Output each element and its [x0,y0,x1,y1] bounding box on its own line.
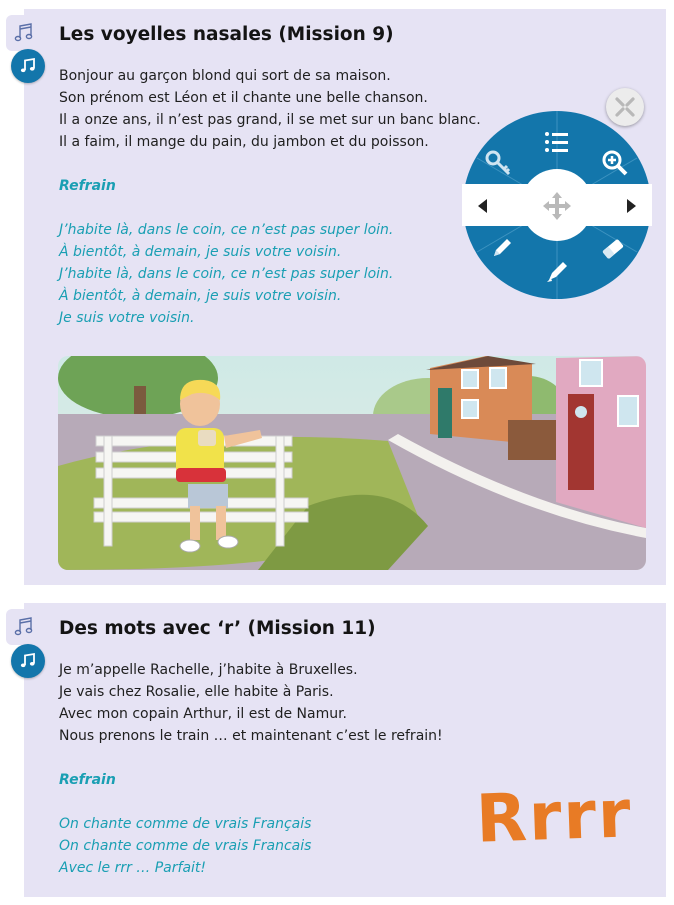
verse-line: Son prénom est Léon et il chante une belle chanson. [59,90,428,106]
eraser-button[interactable] [598,234,628,264]
refrain-line: Avec le rrr … Parfait! [59,860,207,876]
list-button[interactable] [542,128,572,156]
marker-icon [542,256,572,286]
refrain-label: Refrain [59,178,116,194]
illustration-boy-on-bench [58,356,646,570]
arrow-left-button[interactable] [474,197,492,215]
music-note-tab [6,15,42,51]
verse-line: Il a faim, il mange du pain, du jambon et du poisson. [59,134,429,150]
song-verse [59,659,443,747]
arrow-right-button[interactable] [622,197,640,215]
song-title: Des mots avec ‘r’ (Mission 11) [59,618,376,639]
arrow-right-icon [622,197,640,215]
refrain-line: J’habite là, dans le coin, ce n’est pas super loin. [59,222,394,238]
refrain-line: Je suis votre voisin. [59,310,195,326]
song-verse [59,65,481,153]
close-icon [612,94,638,120]
verse-line: Je vais chez Rosalie, elle habite à Paris. [59,684,334,700]
music-note-icon [19,652,37,670]
zoom-in-icon [600,148,630,178]
pen-icon [488,234,516,262]
refrain-line: À bientôt, à demain, je suis votre voisin. [59,244,342,260]
play-audio-button[interactable] [11,49,45,83]
song-title: Les voyelles nasales (Mission 9) [59,24,394,45]
refrain-label: Refrain [59,772,116,788]
verse-line: Avec mon copain Arthur, il est de Namur. [59,706,348,722]
music-note-tab [6,609,42,645]
verse-line: Il a onze ans, il n’est pas grand, il se met sur un banc blanc. [59,112,481,128]
verse-line: Bonjour au garçon blond qui sort de sa maison. [59,68,391,84]
pen-button[interactable] [488,234,516,262]
refrain-line: On chante comme de vrais Français [59,816,312,832]
verse-line: Je m’appelle Rachelle, j’habite à Bruxelles. [59,662,358,678]
refrain-line: On chante comme de vrais Francais [59,838,312,854]
music-note-icon [19,57,37,75]
music-note-outline-icon [13,616,35,638]
list-icon [542,128,572,156]
radial-tool-menu [462,110,652,300]
close-menu-button[interactable] [606,88,644,126]
play-audio-button[interactable] [11,644,45,678]
key-button[interactable] [484,148,514,178]
move-button[interactable] [540,189,574,223]
refrain-line: À bientôt, à demain, je suis votre voisin. [59,288,342,304]
marker-button[interactable] [542,256,572,286]
refrain-line: J’habite là, dans le coin, ce n’est pas super loin. [59,266,394,282]
refrain-text [59,813,311,879]
rrrr-decoration: Rrrr [474,775,634,858]
move-icon [540,189,574,223]
refrain-text [59,219,393,329]
key-icon [484,148,514,178]
arrow-left-icon [474,197,492,215]
eraser-icon [598,234,628,264]
music-note-outline-icon [13,22,35,44]
illustration-svg [58,356,646,570]
verse-line: Nous prenons le train … et maintenant c’est le refrain! [59,728,443,744]
zoom-in-button[interactable] [600,148,630,178]
